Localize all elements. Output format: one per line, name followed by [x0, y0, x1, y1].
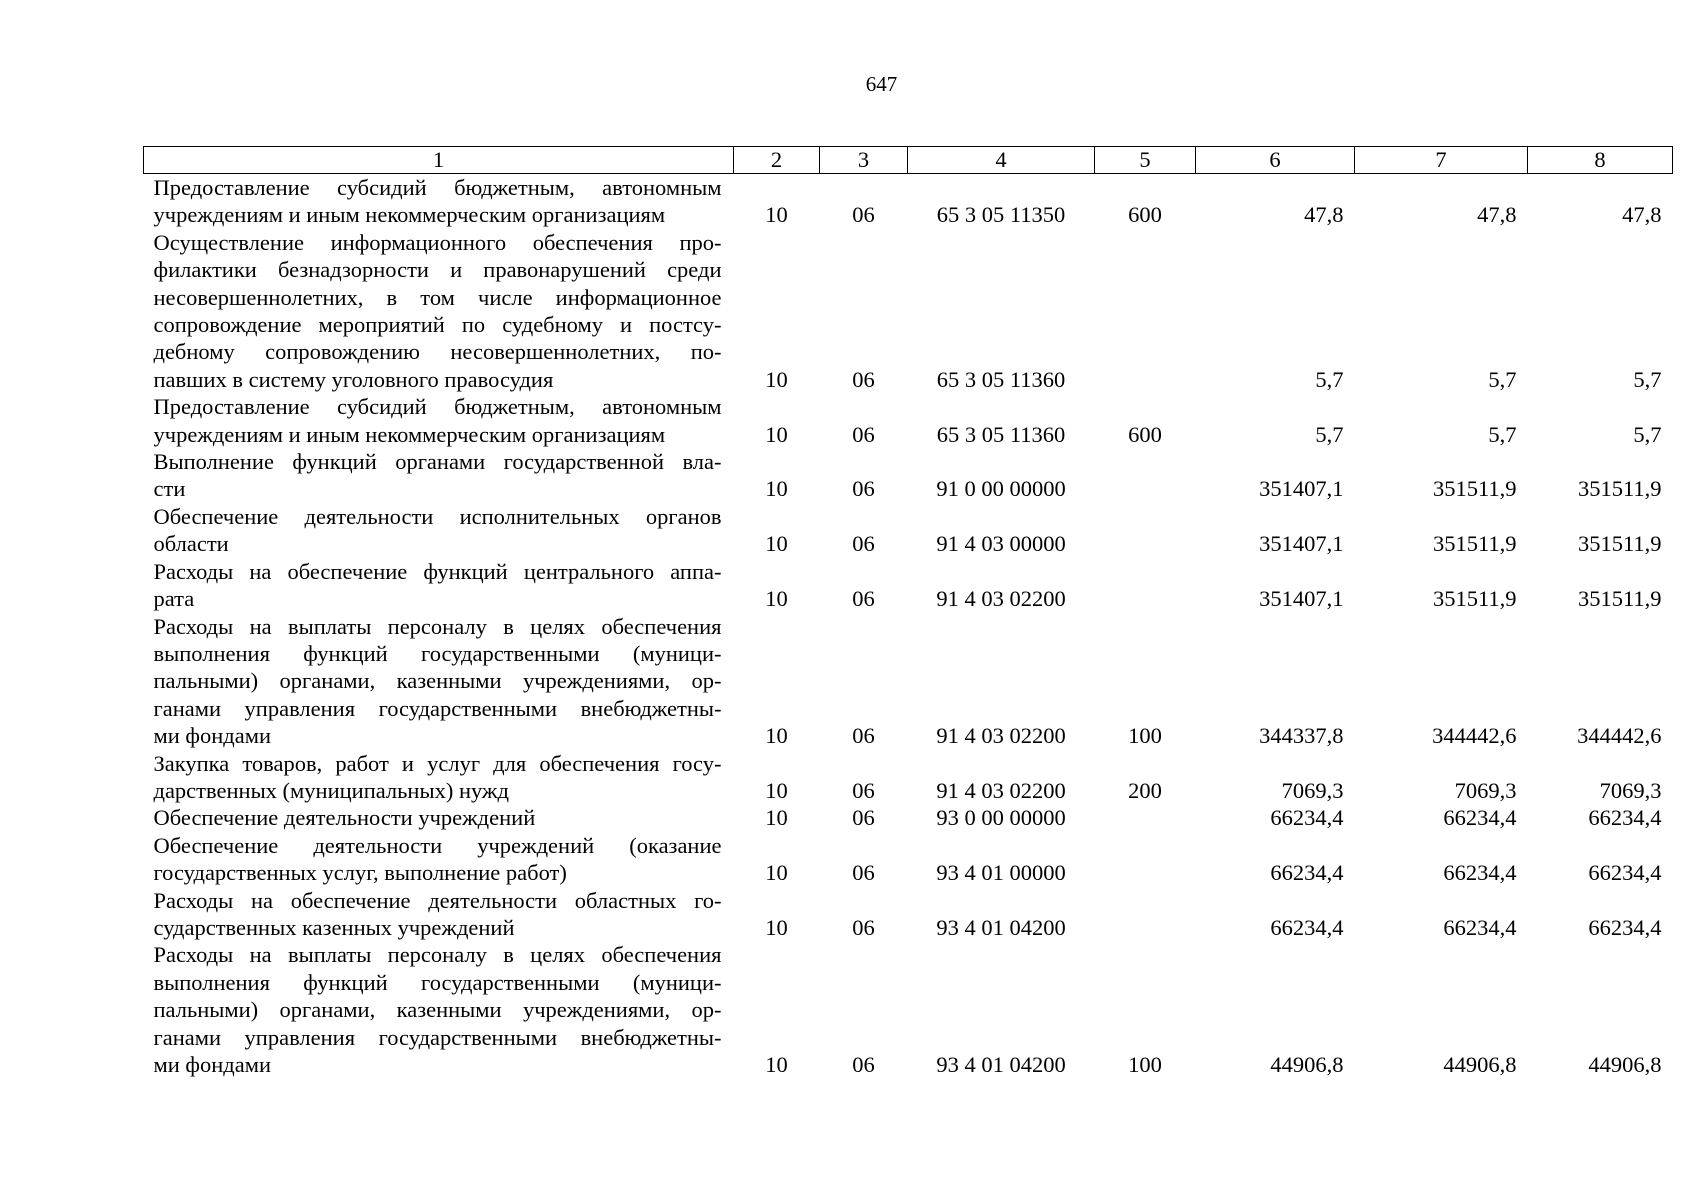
cell-subsection: 06: [852, 805, 875, 831]
cell-target-code: 65 3 05 11360: [936, 421, 1066, 447]
table-row: [144, 174, 1673, 229]
cell-amount-8: 66234,4: [1588, 860, 1662, 886]
cell-target-code: 91 4 03 02200: [936, 777, 1066, 803]
cell-amount-8: 351511,9: [1577, 586, 1662, 612]
table-row: [144, 887, 1673, 942]
cell-subsection: 06: [852, 366, 875, 392]
cell-amount-8: 344442,6: [1577, 723, 1662, 749]
item-name-line: Предоставление субсидий бюджетным, автономным: [153, 175, 722, 200]
cell-subsection: 06: [852, 476, 875, 502]
item-name-line: несовершеннолетних, в том числе информационное: [153, 284, 722, 310]
cell-amount-7: 5,7: [1488, 421, 1517, 447]
item-name-line: ми фондами: [153, 1052, 271, 1077]
table-row: [144, 804, 1673, 831]
cell-amount-6: 47,8: [1304, 202, 1344, 228]
item-name-line: рата: [153, 586, 195, 612]
cell-target-code: 65 3 05 11360: [936, 366, 1066, 392]
item-name-line: филактики безнадзорности и правонарушений среди: [153, 257, 722, 283]
cell-item-name: [144, 804, 734, 831]
cell-expense-type: 100: [1128, 1052, 1162, 1077]
cell-item-name: [144, 887, 734, 942]
item-name-line: Предоставление субсидий бюджетным, автономным: [153, 394, 722, 420]
table-row: [144, 503, 1673, 558]
table-row: [144, 750, 1673, 805]
item-name-line: государственных услуг, выполнение работ): [153, 860, 567, 886]
cell-amount-6: 66234,4: [1270, 914, 1344, 940]
cell-expense-type: 100: [1128, 723, 1162, 749]
cell-item-name: [144, 941, 734, 1078]
column-header-2: 2: [734, 147, 820, 174]
cell-section: 10: [765, 805, 788, 831]
cell-subsection: 06: [852, 1052, 875, 1077]
column-header-3: 3: [820, 147, 908, 174]
cell-amount-8: 44906,8: [1588, 1052, 1662, 1077]
cell-amount-6: 44906,8: [1270, 1052, 1344, 1077]
item-name-line: ганами управления государственными внебюджетны-: [153, 695, 722, 721]
cell-amount-7: 66234,4: [1443, 914, 1517, 940]
cell-amount-7: 66234,4: [1443, 805, 1517, 831]
budget-table: [143, 146, 1673, 1078]
column-header-4: 4: [908, 147, 1095, 174]
cell-amount-7: 5,7: [1488, 366, 1517, 392]
item-name-line: ми фондами: [153, 723, 271, 749]
item-name-line: Расходы на обеспечение деятельности областных го-: [153, 887, 722, 913]
cell-amount-7: 351511,9: [1432, 586, 1517, 612]
cell-target-code: 91 4 03 02200: [936, 723, 1066, 749]
item-name-line: ганами управления государственными внебюджетны-: [153, 1024, 722, 1050]
cell-amount-6: 7069,3: [1281, 777, 1344, 803]
item-name-line: сопровождение мероприятий по судебному и постсу-: [153, 312, 722, 338]
cell-amount-6: 66234,4: [1270, 805, 1344, 831]
cell-amount-8: 5,7: [1633, 421, 1662, 447]
cell-amount-7: 344442,6: [1432, 723, 1517, 749]
cell-item-name: [144, 832, 734, 887]
table-row: [144, 558, 1673, 613]
cell-expense-type: [1095, 503, 1196, 558]
cell-amount-6: 344337,8: [1259, 723, 1344, 749]
cell-expense-type: [1095, 229, 1196, 393]
cell-section: 10: [765, 860, 788, 886]
page-number: 647: [865, 72, 898, 96]
cell-expense-type: 200: [1128, 777, 1162, 803]
cell-subsection: 06: [852, 586, 875, 612]
table-row: [144, 941, 1673, 1078]
cell-target-code: 93 4 01 00000: [936, 860, 1066, 886]
item-name-line: дебному сопровождению несовершеннолетних, по-: [153, 339, 722, 365]
cell-amount-6: 351407,1: [1259, 476, 1344, 502]
cell-item-name: [144, 174, 734, 229]
item-name-line: Расходы на выплаты персоналу в целях обеспечения: [153, 942, 722, 968]
item-name-line: павших в систему уголовного правосудия: [153, 366, 554, 392]
item-name-line: Обеспечение деятельности исполнительных органов: [153, 503, 722, 529]
cell-amount-8: 5,7: [1633, 366, 1662, 392]
item-name-line: учреждениям и иным некоммерческим организациям: [153, 421, 666, 447]
cell-section: 10: [765, 586, 788, 612]
cell-amount-7: 66234,4: [1443, 860, 1517, 886]
cell-amount-8: 351511,9: [1577, 531, 1662, 557]
cell-item-name: [144, 750, 734, 805]
cell-target-code: 93 4 01 04200: [936, 1052, 1066, 1077]
cell-amount-6: 351407,1: [1259, 531, 1344, 557]
cell-target-code: 65 3 05 11350: [936, 202, 1066, 228]
cell-expense-type: [1095, 887, 1196, 942]
table-row: [144, 448, 1673, 503]
item-name-line: пальными) органами, казенными учреждениями, ор-: [153, 997, 722, 1023]
cell-section: 10: [765, 366, 788, 392]
item-name-line: выполнения функций государственными (муници-: [153, 640, 722, 666]
cell-expense-type: [1095, 804, 1196, 831]
cell-amount-6: 66234,4: [1270, 860, 1344, 886]
cell-expense-type: [1095, 558, 1196, 613]
cell-target-code: 93 0 00 00000: [936, 805, 1066, 831]
cell-amount-6: 351407,1: [1259, 586, 1344, 612]
cell-amount-7: 351511,9: [1432, 531, 1517, 557]
cell-amount-6: 5,7: [1315, 421, 1344, 447]
item-name-line: дарственных (муниципальных) нужд: [153, 777, 509, 803]
cell-expense-type: [1095, 832, 1196, 887]
item-name-line: пальными) органами, казенными учреждениями, ор-: [153, 668, 722, 694]
item-name-line: Расходы на обеспечение функций центрального аппа-: [153, 558, 722, 584]
item-name-line: сти: [153, 476, 186, 502]
cell-amount-7: 47,8: [1477, 202, 1517, 228]
table-row: [144, 229, 1673, 393]
cell-section: 10: [765, 914, 788, 940]
cell-target-code: 93 4 01 04200: [936, 914, 1066, 940]
cell-target-code: 91 4 03 02200: [936, 586, 1066, 612]
item-name-line: Расходы на выплаты персоналу в целях обеспечения: [153, 613, 722, 639]
cell-amount-7: 7069,3: [1454, 777, 1517, 803]
cell-item-name: [144, 558, 734, 613]
cell-subsection: 06: [852, 777, 875, 803]
item-name-line: Выполнение функций органами государственной вла-: [153, 449, 722, 475]
table-row: [144, 832, 1673, 887]
cell-subsection: 06: [852, 531, 875, 557]
cell-section: 10: [765, 476, 788, 502]
cell-item-name: [144, 503, 734, 558]
column-header-5: 5: [1095, 147, 1196, 174]
cell-subsection: 06: [852, 914, 875, 940]
column-header-8: 8: [1528, 147, 1673, 174]
cell-amount-8: 66234,4: [1588, 805, 1662, 831]
item-name-line: выполнения функций государственными (муници-: [153, 969, 722, 995]
item-name-line: учреждениям и иным некоммерческим организациям: [153, 202, 666, 228]
cell-section: 10: [765, 421, 788, 447]
cell-section: 10: [765, 1052, 788, 1077]
cell-amount-8: 351511,9: [1577, 476, 1662, 502]
cell-expense-type: [1095, 448, 1196, 503]
cell-amount-8: 47,8: [1622, 202, 1662, 228]
item-name-line: сударственных казенных учреждений: [153, 914, 515, 940]
cell-expense-type: 600: [1128, 202, 1162, 228]
cell-subsection: 06: [852, 723, 875, 749]
item-name-line: области: [153, 531, 229, 557]
column-header-7: 7: [1355, 147, 1528, 174]
table-row: [144, 613, 1673, 750]
item-name-line: Обеспечение деятельности учреждений: [153, 805, 536, 831]
cell-section: 10: [765, 777, 788, 803]
cell-amount-7: 44906,8: [1443, 1052, 1517, 1077]
cell-item-name: [144, 229, 734, 393]
cell-amount-6: 5,7: [1315, 366, 1344, 392]
cell-item-name: [144, 448, 734, 503]
table-row: [144, 393, 1673, 448]
cell-amount-7: 351511,9: [1432, 476, 1517, 502]
cell-target-code: 91 0 00 00000: [936, 476, 1066, 502]
cell-amount-8: 66234,4: [1588, 914, 1662, 940]
cell-subsection: 06: [852, 860, 875, 886]
cell-target-code: 91 4 03 00000: [936, 531, 1066, 557]
column-header-6: 6: [1196, 147, 1355, 174]
cell-amount-8: 7069,3: [1599, 777, 1662, 803]
cell-section: 10: [765, 202, 788, 228]
cell-subsection: 06: [852, 202, 875, 228]
column-header-1: 1: [144, 147, 734, 174]
cell-item-name: [144, 613, 734, 750]
item-name-line: Закупка товаров, работ и услуг для обеспечения госу-: [153, 750, 722, 776]
header-row: [144, 147, 1673, 174]
cell-section: 10: [765, 531, 788, 557]
cell-expense-type: 600: [1128, 421, 1162, 447]
item-name-line: Обеспечение деятельности учреждений (оказание: [153, 832, 722, 858]
cell-subsection: 06: [852, 421, 875, 447]
table-body: [144, 174, 1673, 1079]
cell-item-name: [144, 393, 734, 448]
cell-section: 10: [765, 723, 788, 749]
item-name-line: Осуществление информационного обеспечения про-: [153, 229, 722, 255]
